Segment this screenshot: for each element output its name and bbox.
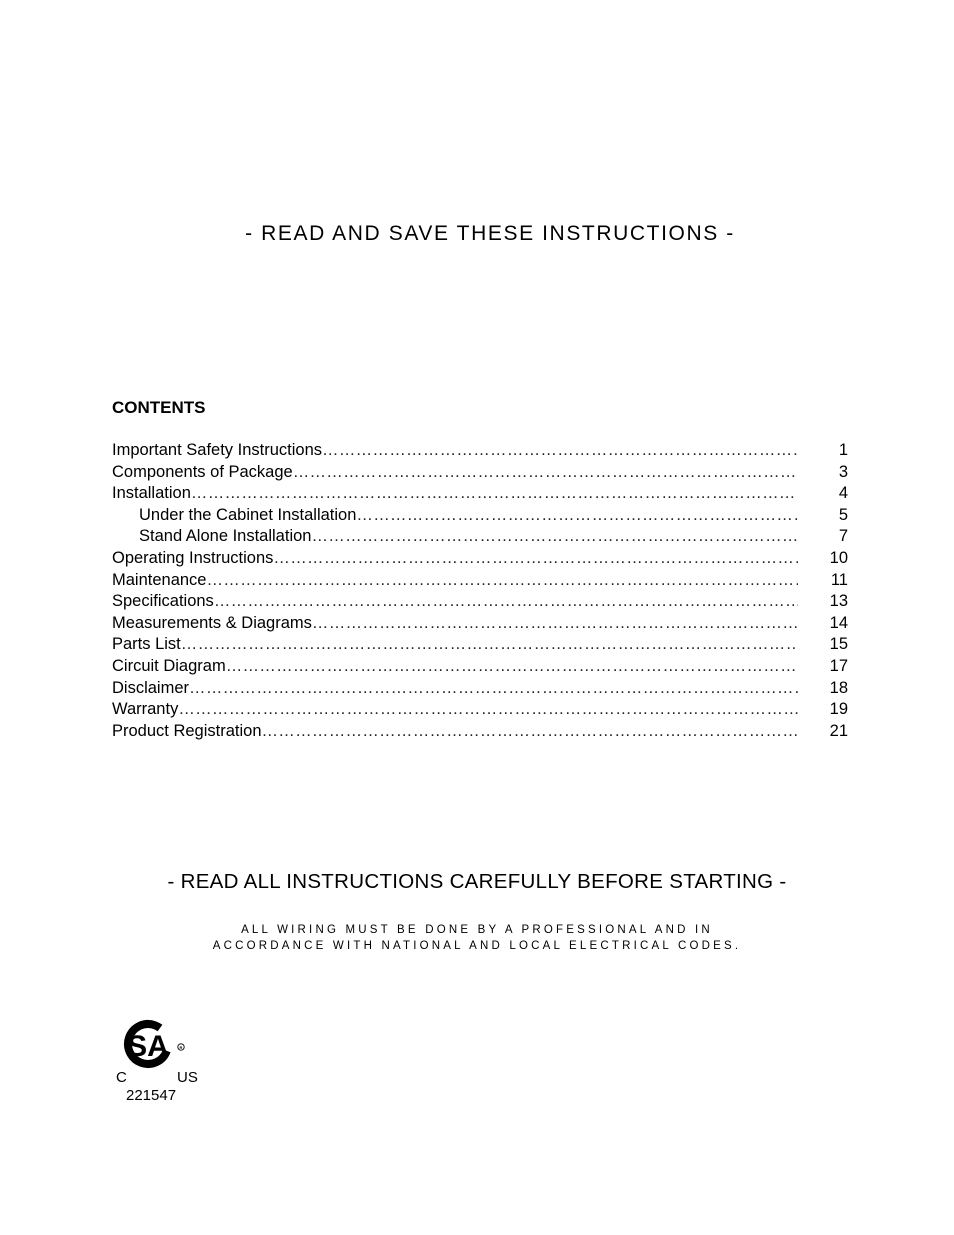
toc-entry-page: 15 (829, 635, 848, 654)
wiring-warning-line-1: ALL WIRING MUST BE DONE BY A PROFESSIONAL AND IN (241, 924, 713, 936)
toc-entry (112, 570, 848, 592)
table-of-contents (112, 440, 848, 742)
toc-entry-title: Specifications (112, 592, 214, 611)
toc-entry (112, 656, 848, 678)
page-heading: - READ AND SAVE THESE INSTRUCTIONS - (245, 222, 735, 245)
toc-dot-leader (214, 591, 798, 613)
contents-title: CONTENTS (112, 398, 206, 417)
toc-dot-leader (206, 570, 798, 592)
toc-entry (112, 613, 848, 635)
toc-entry (112, 483, 848, 505)
toc-entry (112, 678, 848, 700)
toc-entry-title: Disclaimer (112, 678, 190, 697)
toc-entry-title: Product Registration (112, 721, 262, 740)
toc-dot-leader (262, 721, 799, 743)
toc-entry-page: 13 (829, 592, 848, 611)
toc-entry-title: Warranty (112, 700, 179, 719)
toc-entry-page: 19 (829, 700, 848, 719)
wiring-warning (0, 922, 954, 954)
toc-entry-title: Operating Instructions (112, 548, 274, 567)
toc-dot-leader (312, 613, 798, 635)
toc-dot-leader (322, 440, 798, 462)
toc-entry-title: Parts List (112, 635, 181, 654)
toc-dot-leader (226, 656, 798, 678)
toc-entry-page: 1 (838, 441, 848, 459)
toc-entry-title: Stand Alone Installation (139, 527, 312, 546)
toc-entry (112, 462, 848, 484)
toc-entry-page: 10 (829, 548, 848, 567)
toc-entry-title: Maintenance (112, 570, 207, 589)
toc-entry-title: Installation (112, 484, 191, 503)
toc-dot-leader (356, 505, 798, 527)
toc-entry (112, 526, 848, 548)
toc-entry-page: 17 (829, 656, 848, 675)
toc-entry-page: 18 (829, 678, 848, 697)
toc-entry-title: Components of Package (112, 462, 293, 481)
toc-dot-leader (273, 548, 798, 570)
csa-logo-letters: SA (127, 1030, 169, 1063)
wiring-warning-line-2: ACCORDANCE WITH NATIONAL AND LOCAL ELECTRICAL CODES. (212, 940, 742, 952)
toc-dot-leader (293, 462, 798, 484)
csa-number: 221547 (126, 1087, 177, 1104)
toc-entry-page: 11 (830, 570, 848, 589)
toc-entry (112, 634, 848, 656)
toc-entry-title: Measurements & Diagrams (112, 613, 312, 632)
toc-entry-page: 14 (829, 613, 848, 632)
toc-entry (112, 591, 848, 613)
toc-entry-page: 21 (829, 721, 848, 740)
toc-dot-leader (189, 678, 798, 700)
toc-dot-leader (178, 699, 798, 721)
toc-entry-page: 3 (838, 462, 848, 481)
toc-entry-title: Circuit Diagram (112, 656, 226, 675)
csa-certification-icon (112, 1016, 212, 1106)
toc-entry (112, 548, 848, 570)
toc-entry (112, 699, 848, 721)
toc-dot-leader (181, 634, 798, 656)
toc-entry-page: 4 (838, 484, 848, 503)
toc-entry-page: 7 (838, 527, 848, 546)
csa-right-label: US (177, 1069, 198, 1086)
toc-dot-leader (191, 483, 798, 505)
read-all-heading: - READ ALL INSTRUCTIONS CAREFULLY BEFORE STARTING - (167, 870, 787, 893)
toc-entry (112, 721, 848, 743)
svg-text:R: R (179, 1045, 183, 1050)
toc-entry-title: Important Safety Instructions (112, 441, 323, 459)
toc-entry-page: 5 (838, 505, 848, 524)
toc-dot-leader (311, 526, 798, 548)
toc-entry-title: Under the Cabinet Installation (139, 505, 357, 524)
toc-entry (112, 440, 848, 462)
csa-left-label: C (116, 1069, 127, 1086)
toc-entry (112, 505, 848, 527)
